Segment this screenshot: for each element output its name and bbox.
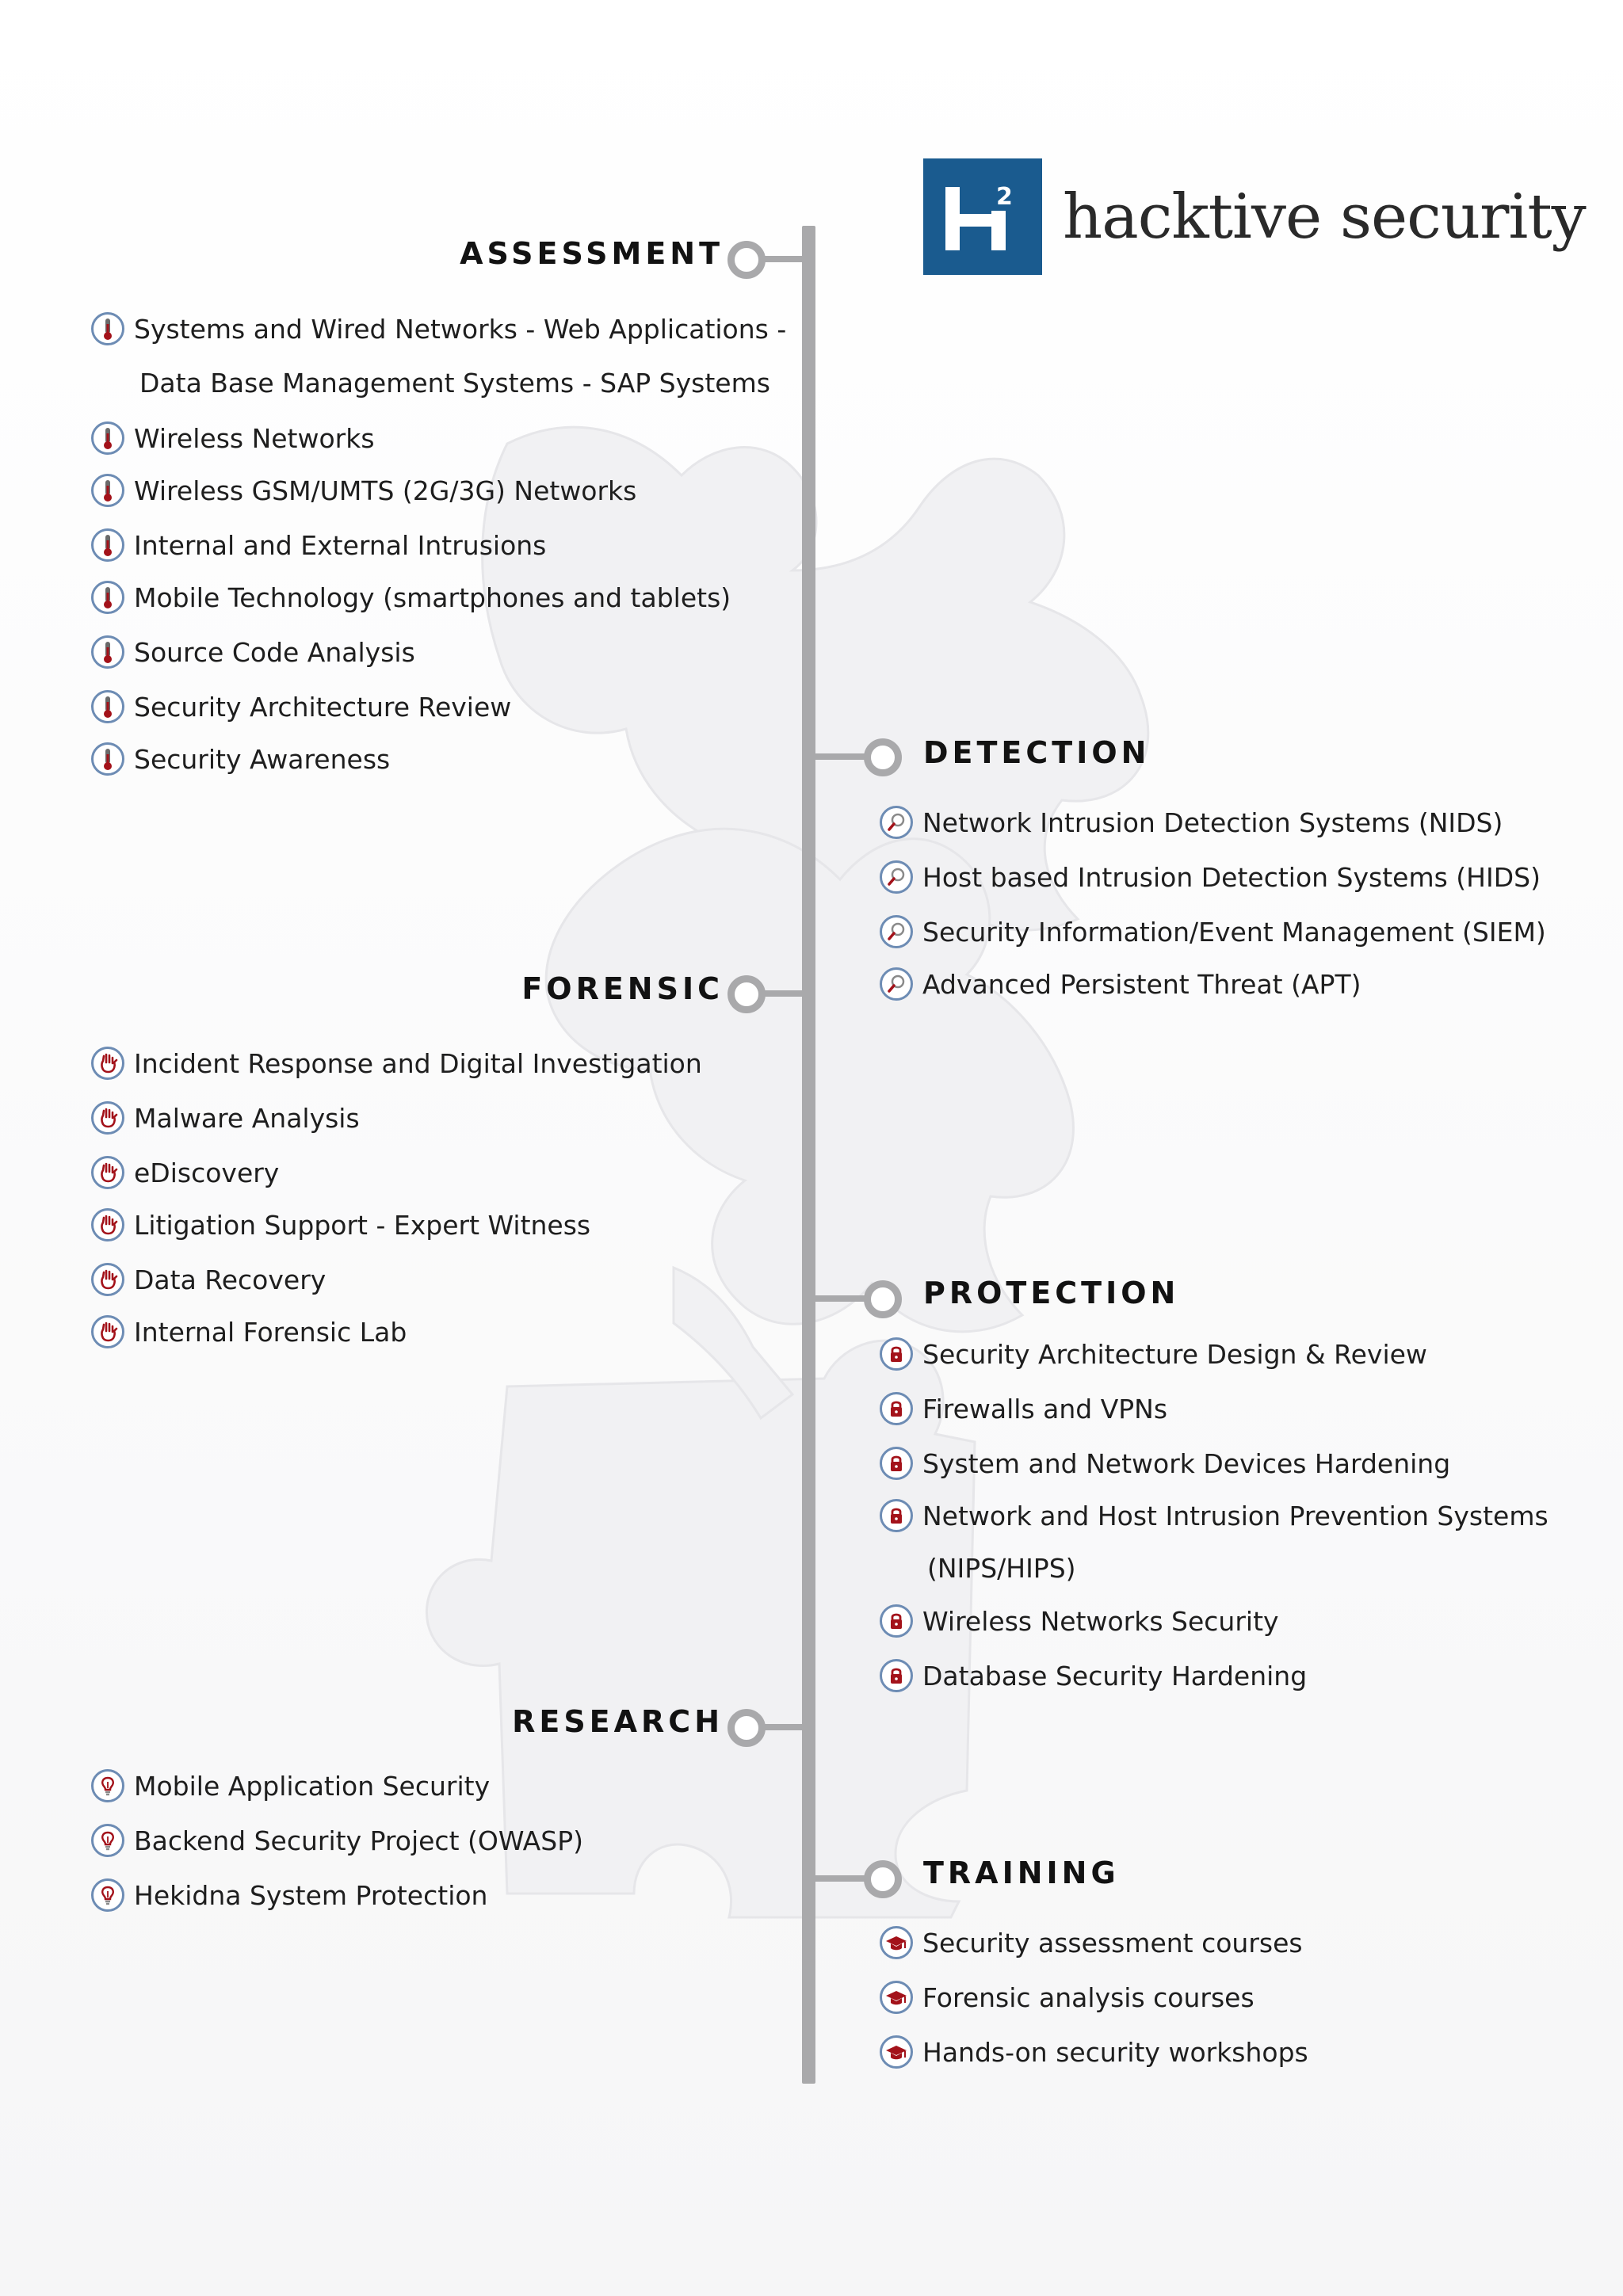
list-item: Security Information/Event Management (SIEM): [880, 912, 1546, 952]
handprint-icon: [91, 1101, 124, 1135]
list-item: Advanced Persistent Threat (APT): [880, 964, 1361, 1004]
logo-mark-icon: [923, 158, 1042, 275]
list-item: Security assessment courses: [880, 1923, 1303, 1962]
list-item: Host based Intrusion Detection Systems (HIDS): [880, 857, 1541, 897]
magnifier-icon: [880, 915, 913, 948]
thermometer-icon: [91, 421, 124, 455]
padlock-icon: [880, 1337, 913, 1371]
list-item: eDiscovery: [91, 1153, 279, 1192]
section-title-research: RESEARCH: [512, 1704, 724, 1739]
list-item-continuation: (NIPS/HIPS): [927, 1553, 1076, 1584]
section-title-protection: PROTECTION: [923, 1276, 1180, 1310]
list-item: Mobile Application Security: [91, 1766, 490, 1806]
list-item: Security Architecture Review: [91, 687, 511, 727]
timeline-node: [727, 975, 766, 1013]
magnifier-icon: [880, 806, 913, 839]
section-title-training: TRAINING: [923, 1855, 1120, 1890]
list-item: Firewalls and VPNs: [880, 1389, 1167, 1428]
handprint-icon: [91, 1208, 124, 1241]
timeline-node: [727, 241, 766, 279]
lightbulb-icon: [91, 1769, 124, 1802]
thermometer-icon: [91, 635, 124, 669]
list-item: Backend Security Project (OWASP): [91, 1821, 583, 1860]
list-item-continuation: Data Base Management Systems - SAP Systems: [139, 368, 770, 399]
section-title-detection: DETECTION: [923, 735, 1151, 770]
timeline-connector: [808, 1875, 868, 1882]
timeline-spine: [802, 226, 815, 2084]
handprint-icon: [91, 1263, 124, 1296]
graduation-cap-icon: [880, 1926, 913, 1959]
timeline-node: [864, 1280, 902, 1318]
padlock-icon: [880, 1604, 913, 1638]
timeline-node: [864, 1860, 902, 1898]
list-item: Internal and External Intrusions: [91, 525, 546, 565]
hacktive-security-logo: [923, 158, 1586, 275]
timeline-node: [727, 1709, 766, 1747]
list-item: Malware Analysis: [91, 1098, 360, 1138]
thermometer-icon: [91, 528, 124, 562]
section-title-forensic: FORENSIC: [521, 971, 724, 1006]
list-item: Wireless Networks Security: [880, 1601, 1279, 1641]
list-item: Wireless Networks: [91, 418, 375, 458]
thermometer-icon: [91, 742, 124, 776]
list-item: Data Recovery: [91, 1260, 326, 1299]
padlock-icon: [880, 1447, 913, 1480]
list-item: Security Awareness: [91, 739, 390, 779]
list-item: Systems and Wired Networks - Web Applications -: [91, 309, 786, 349]
list-item: Forensic analysis courses: [880, 1978, 1254, 2017]
timeline-connector: [808, 1295, 868, 1302]
list-item: Internal Forensic Lab: [91, 1312, 407, 1352]
thermometer-icon: [91, 690, 124, 723]
timeline-node: [864, 738, 902, 776]
lightbulb-icon: [91, 1824, 124, 1857]
magnifier-icon: [880, 860, 913, 894]
list-item: Wireless GSM/UMTS (2G/3G) Networks: [91, 471, 636, 510]
list-item: Hands-on security workshops: [880, 2032, 1308, 2072]
section-title-assessment: ASSESSMENT: [460, 236, 724, 271]
list-item: Hekidna System Protection: [91, 1875, 487, 1915]
list-item: Incident Response and Digital Investigation: [91, 1043, 702, 1083]
thermometer-icon: [91, 581, 124, 614]
list-item: System and Network Devices Hardening: [880, 1444, 1450, 1483]
list-item: Network and Host Intrusion Prevention Systems: [880, 1496, 1549, 1535]
logo-wordmark: hacktive security: [1063, 181, 1586, 253]
list-item: Database Security Hardening: [880, 1656, 1307, 1695]
thermometer-icon: [91, 474, 124, 507]
thermometer-icon: [91, 312, 124, 345]
graduation-cap-icon: [880, 1981, 913, 2014]
timeline-connector: [808, 753, 868, 760]
list-item: Source Code Analysis: [91, 632, 415, 672]
list-item: Network Intrusion Detection Systems (NIDS): [880, 803, 1503, 842]
padlock-icon: [880, 1392, 913, 1425]
list-item: Litigation Support - Expert Witness: [91, 1205, 590, 1245]
padlock-icon: [880, 1499, 913, 1532]
lightbulb-icon: [91, 1878, 124, 1912]
svg-text:2: 2: [996, 183, 1013, 211]
handprint-icon: [91, 1047, 124, 1080]
handprint-icon: [91, 1156, 124, 1189]
graduation-cap-icon: [880, 2035, 913, 2069]
list-item: Security Architecture Design & Review: [880, 1334, 1427, 1374]
magnifier-icon: [880, 967, 913, 1001]
padlock-icon: [880, 1659, 913, 1692]
handprint-icon: [91, 1315, 124, 1348]
list-item: Mobile Technology (smartphones and tablets): [91, 578, 731, 617]
